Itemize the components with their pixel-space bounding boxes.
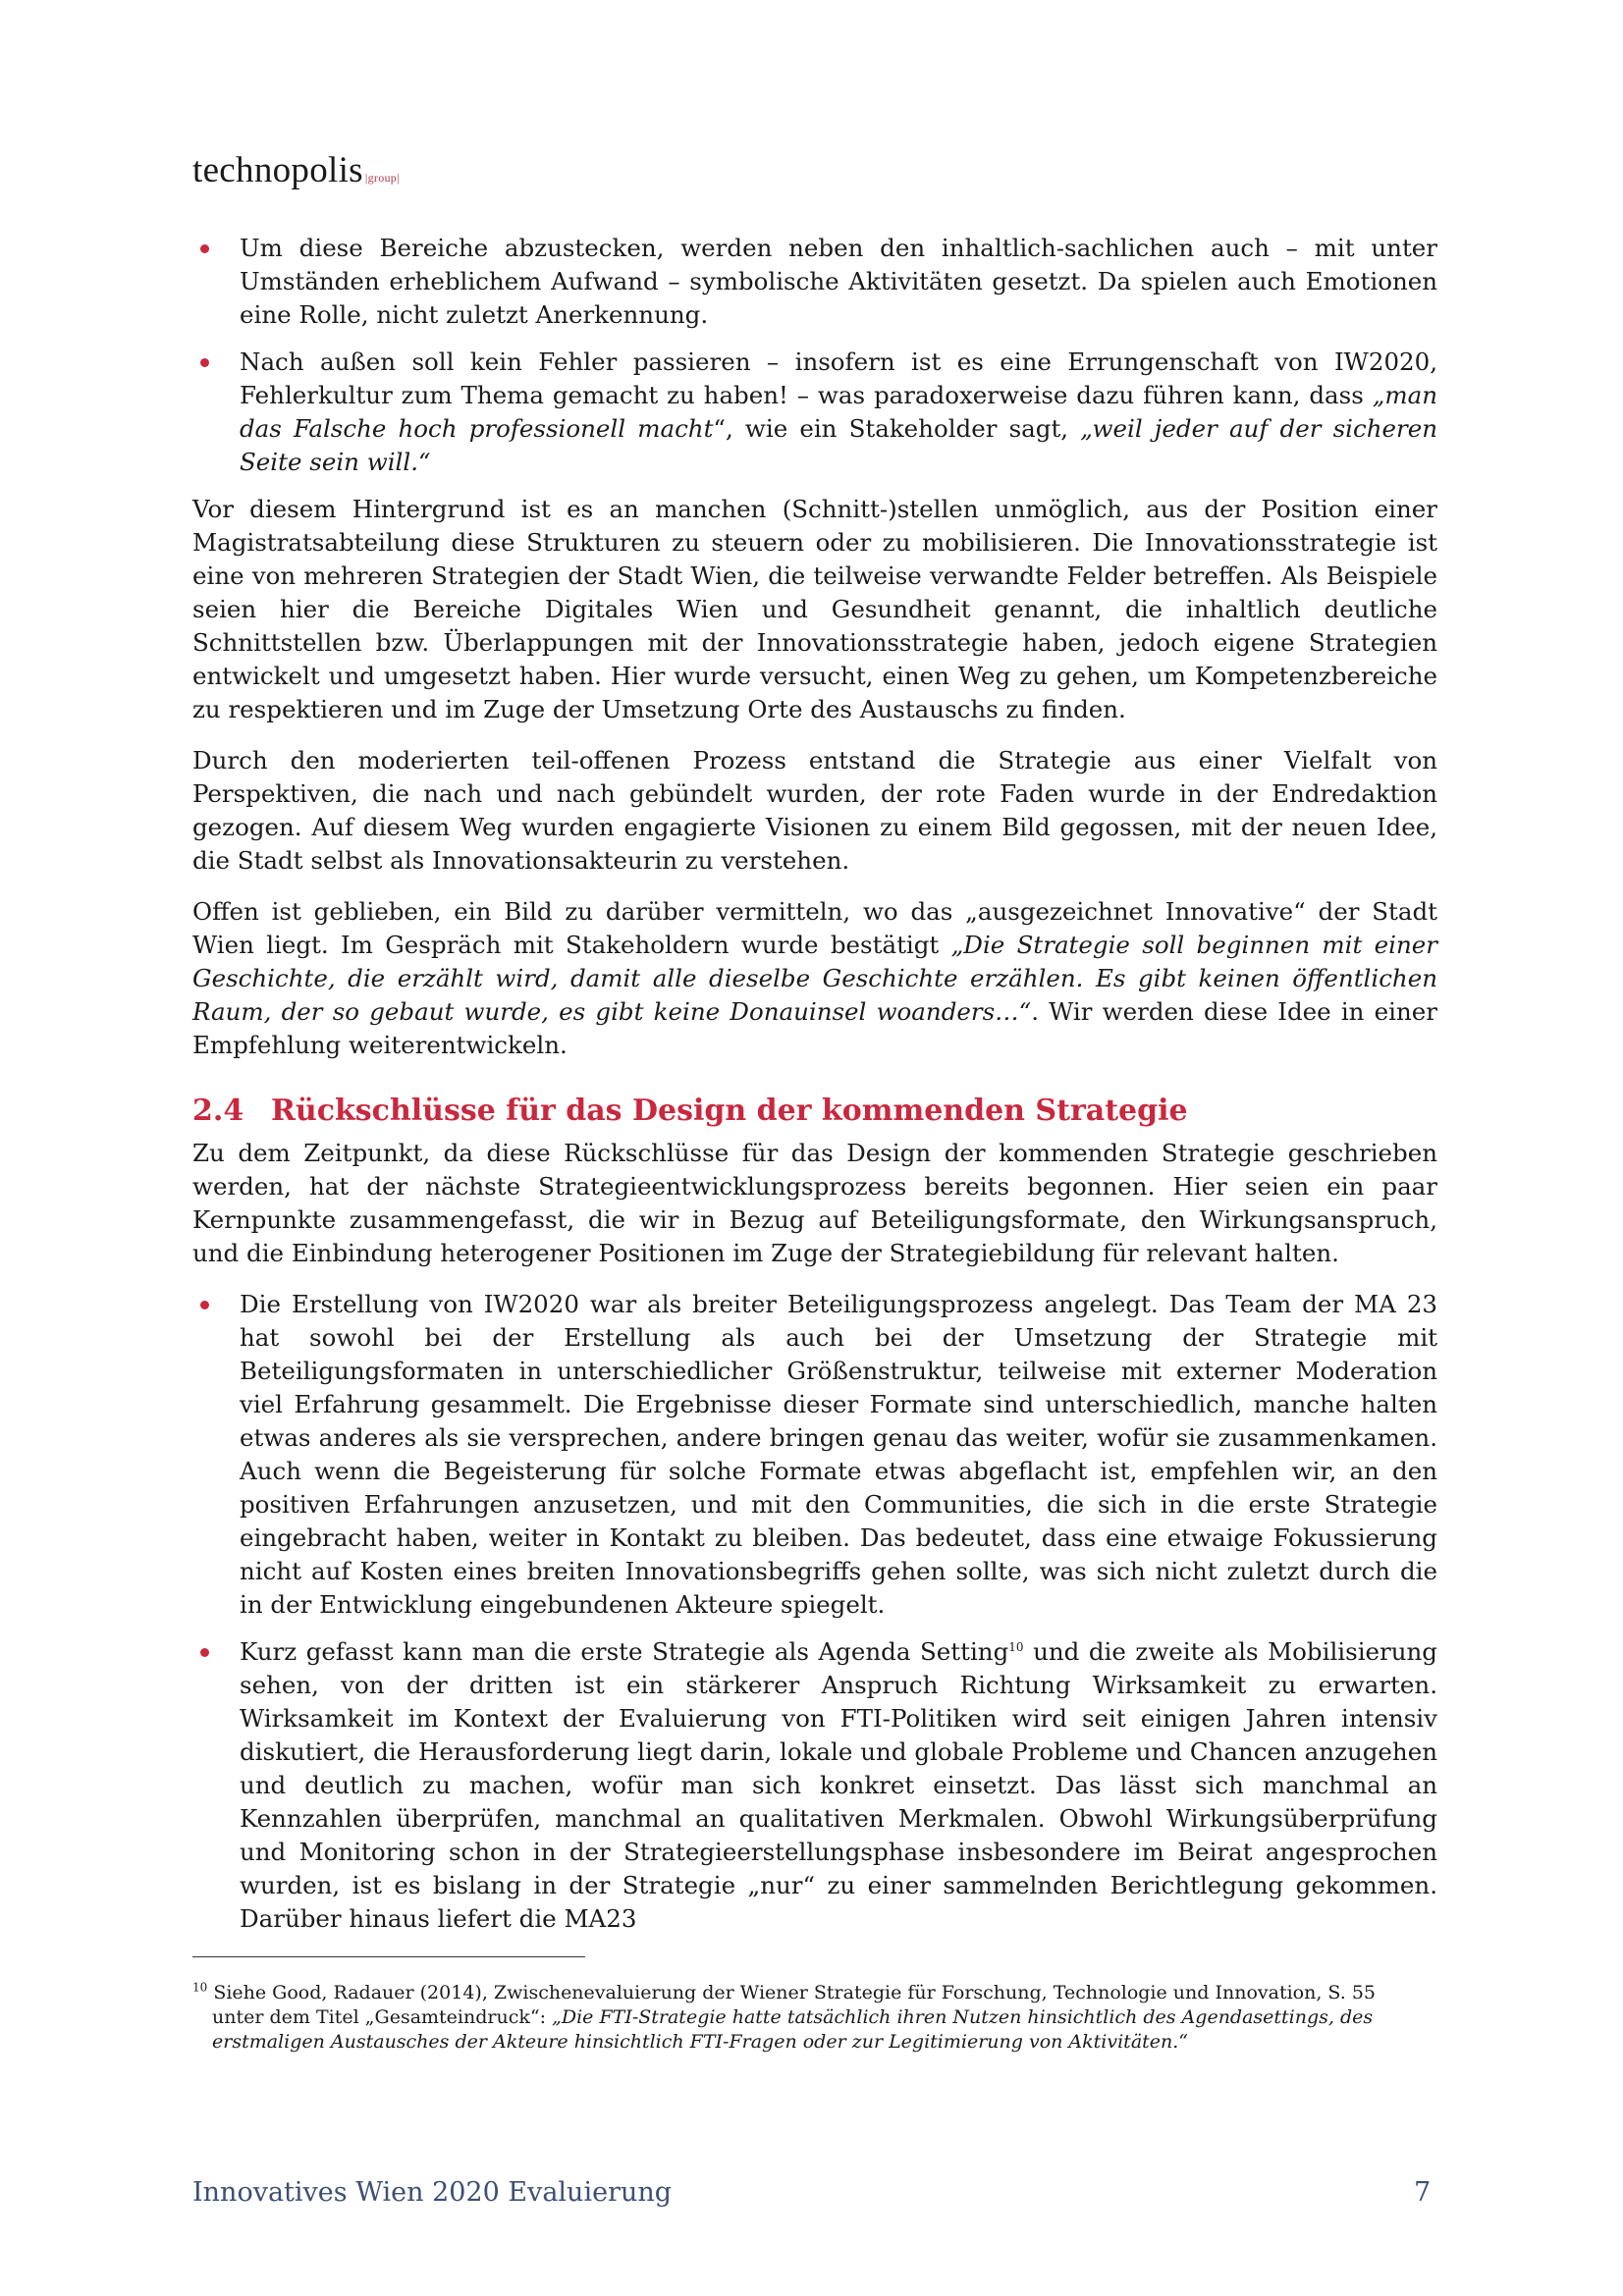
paragraph: Durch den moderierten teil-offenen Prozess entstand die Strategie aus einer Vielfalt von Perspektiven, die nach und nach gebündelt wurden, der rote Faden wurde in der Endredaktion gezogen. Auf diesem Weg wurden engagierte Visionen zu einem Bild gegossen, mit der neuen Idee, die Stadt selbst als Innovationsakteurin zu verstehen.: [192, 746, 1437, 875]
stakeholder-quote: „Die Strategie soll beginnen mit einer Geschichte, die erzählt wird, damit alle dieselbe Geschichte erzählen. Es gibt keinen öffentlichen Raum, der so gebaut wurde, es gibt keine Donauinsel woanders…“: [192, 931, 1437, 1026]
bullet-text: und die zweite als Mobilisierung sehen, von der dritten ist ein stärkerer Anspruch Richtung Wirksamkeit zu erwarten. Wirksamkeit im Kontext der Evaluierung von FTI-Politiken wird seit einigen Jahren intensiv diskutiert, die Herausforderung liegt darin, lokale und globale Probleme und Chancen anzugehen und deutlich zu machen, wofür man sich konkret einsetzt. Das lässt sich manchmal an Kennzahlen überprüfen, manchmal an qualitativen Merkmalen. Obwohl Wirkungsüberprüfung und Monitoring schon in der Strategieerstellungsphase insbesondere im Beirat angesprochen wurden, ist es bislang in der Strategie „nur“ zu einer sammelnden Berichtlegung gekommen. Darüber hinaus liefert die MA23: [240, 1637, 1437, 1933]
section-intro: Zu dem Zeitpunkt, da diese Rückschlüsse für das Design der kommenden Strategie geschrieben werden, hat der nächste Strategieentwicklungsprozess bereits begonnen. Hier seien ein paar Kernpunkte zusammengefasst, die wir in Bezug auf Beteiligungsformate, den Wirkungsanspruch, und die Einbindung heterogener Positionen im Zuge der Strategiebildung für relevant halten.: [192, 1139, 1437, 1267]
technopolis-logo: [192, 149, 400, 191]
footnote-divider: [192, 1956, 585, 1957]
bullet-text: Die Erstellung von IW2020 war als breiter Beteiligungsprozess angelegt. Das Team der MA 23 hat sowohl bei der Erstellung als auch bei der Umsetzung der Strategie mit Beteiligungsformaten in unterschiedlicher Größenstruktur, teilweise mit externer Moderation viel Erfahrung gesammelt. Die Ergebnisse dieser Formate sind unterschiedlich, manche halten etwas anderes als sie versprechen, andere bringen genau das weiter, wofür sie zusammenkamen. Auch wenn die Begeisterung für solche Formate etwas abgeflacht ist, empfehlen wir, an den positiven Erfahrungen anzusetzen, und mit den Communities, die sich in die erste Strategie eingebracht haben, weiter in Kontakt zu bleiben. Das bedeutet, dass eine etwaige Fokussierung nicht auf Kosten eines breiten Innovationsbegriffs gehen sollte, was sich nicht zuletzt durch die in der Entwicklung eingebundenen Akteure spiegelt.: [240, 1290, 1437, 1619]
paragraph: [192, 895, 1437, 1062]
list-item: [192, 346, 1437, 479]
stakeholder-quote: „man das Falsche hoch professionell macht: [240, 381, 1437, 443]
list-item: [192, 232, 1437, 332]
paragraph: Vor diesem Hintergrund ist es an manchen (Schnitt-)stellen unmöglich, aus der Position einer Magistratsabteilung diese Strukturen zu steuern oder zu mobilisieren. Die Innovationsstrategie ist eine von mehreren Strategien der Stadt Wien, die teilweise verwandte Felder betreffen. Als Beispiele seien hier die Bereiche Digitales Wien und Gesundheit genannt, die inhaltlich deutliche Schnittstellen bzw. Überlappungen mit der Innovationsstrategie haben, jedoch eigene Strategien entwickelt und umgesetzt haben. Hier wurde versucht, einen Weg zu gehen, um Kompetenzbereiche zu respektieren und im Zuge der Umsetzung Orte des Austauschs zu finden.: [192, 495, 1437, 723]
main-content: [192, 232, 1437, 1949]
bullet-text: “, wie ein Stakeholder sagt,: [713, 414, 1081, 443]
paragraph-text: Offen ist geblieben, ein Bild zu darüber vermitteln, wo das „ausgezeichnet Innovative“ der Stadt Wien liegt. Im Gespräch mit Stakeholdern wurde bestätigt: [192, 897, 1437, 959]
footer-document-title: Innovatives Wien 2020 Evaluierung: [192, 2177, 673, 2208]
paragraph-text: . Wir werden diese Idee in einer Empfehlung weiterentwickeln.: [192, 997, 1437, 1059]
bullet-list-top: [192, 232, 1437, 479]
footnote-text: unter dem Titel „Gesamteindruck“:: [212, 2006, 553, 2028]
footnote-reference[interactable]: 10: [1008, 1639, 1024, 1654]
bullet-text: Nach außen soll kein Fehler passieren – insofern ist es eine Errungenschaft von IW2020, Fehlerkultur zum Thema gemacht zu haben! – was paradoxerweise dazu führen kann, dass: [240, 347, 1437, 409]
logo-group-label: |group|: [364, 171, 400, 185]
section-title: Rückschlüsse für das Design der kommenden Strategie: [271, 1094, 1188, 1128]
page-number: 7: [1414, 2177, 1432, 2208]
section-number: 2.4: [192, 1094, 244, 1128]
footnote: [192, 1981, 1437, 2055]
logo-text: technopolis: [192, 150, 363, 190]
bullet-list-bottom: [192, 1288, 1437, 1936]
footnote-number: 10: [192, 1980, 208, 1995]
bullet-text: Kurz gefasst kann man die erste Strategie als Agenda Setting: [240, 1637, 1009, 1666]
section-heading: [192, 1092, 1437, 1131]
list-item: [192, 1635, 1437, 1936]
footnote-line: [192, 2005, 1437, 2055]
footnote-line: [192, 1981, 1437, 2005]
footnote-quote: „Die FTI-Strategie hatte tatsächlich ihren Nutzen hinsichtlich des Agendasettings, des erstmaligen Austausches der Akteure hinsichtlich FTI-Fragen oder zur Legitimierung von Aktivitäten.“: [212, 2006, 1374, 2053]
stakeholder-quote: „weil jeder auf der sicheren Seite sein will.“: [240, 414, 1437, 476]
bullet-text: Um diese Bereiche abzustecken, werden neben den inhaltlich-sachlichen auch – mit unter Umständen erheblichem Aufwand – symbolische Aktivitäten gesetzt. Da spielen auch Emotionen eine Rolle, nicht zuletzt Anerkennung.: [240, 234, 1437, 329]
footnote-text: Siehe Good, Radauer (2014), Zwischenevaluierung der Wiener Strategie für Forschung, Technologie und Innovation, S. 55: [207, 1982, 1377, 2003]
list-item: [192, 1288, 1437, 1622]
